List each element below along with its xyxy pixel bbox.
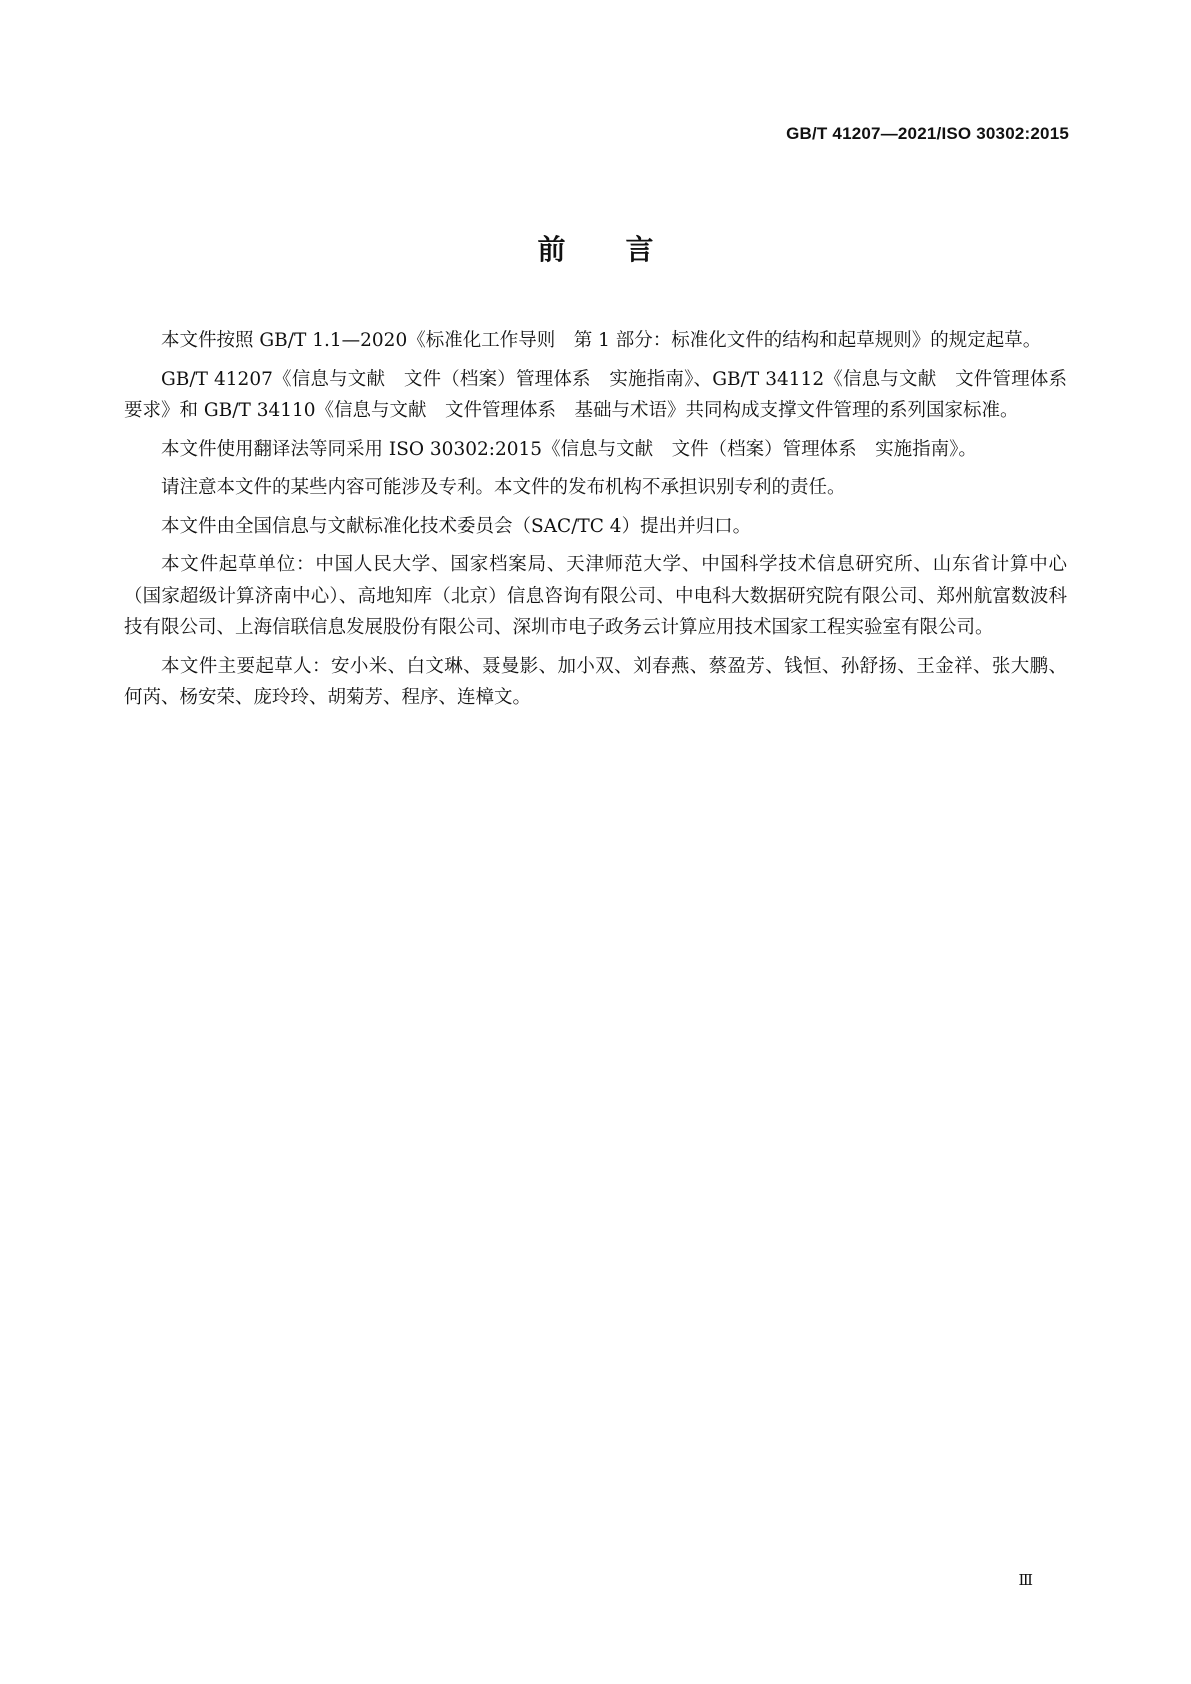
paragraph-drafting-rules: 本文件按照 GB/T 1.1—2020《标准化工作导则 第 1 部分：标准化文件的结构和起草规则》的规定起草。: [161, 330, 1042, 351]
page-title: [0, 228, 1191, 268]
foreword-body: [124, 325, 1086, 721]
title-char-2: 言: [625, 233, 654, 266]
paragraph-drafting-units: 本文件起草单位：中国人民大学、国家档案局、天津师范大学、中国科学技术信息研究所、山东省计算中心（国家超级计算济南中心）、高地知库（北京）信息咨询有限公司、中电科大数据研究院有限公司、郑州航富数波科技有限公司、上海信联信息发展股份有限公司、深圳市电子政务云计算应用技术国家工程实验室有限公司。: [124, 554, 1067, 638]
page-number: Ⅲ: [1018, 1571, 1033, 1589]
paragraph-patent-notice: 请注意本文件的某些内容可能涉及专利。本文件的发布机构不承担识别专利的责任。: [161, 477, 846, 498]
paragraph-adoption: 本文件使用翻译法等同采用 ISO 30302:2015《信息与文献 文件（档案）管理体系 实施指南》。: [161, 438, 977, 460]
standard-code: GB/T 41207—2021/ISO 30302:2015: [786, 124, 1069, 143]
paragraph-drafters: 本文件主要起草人：安小米、白文琳、聂曼影、加小双、刘春燕、蔡盈芳、钱恒、孙舒扬、王金祥、张大鹏、何芮、杨安荣、庞玲玲、胡菊芳、程序、连樟文。: [124, 655, 1067, 708]
paragraph-committee: 本文件由全国信息与文献标准化技术委员会（SAC/TC 4）提出并归口。: [161, 515, 752, 537]
paragraph-series-standards: GB/T 41207《信息与文献 文件（档案）管理体系 实施指南》、GB/T 34112《信息与文献 文件管理体系 要求》和 GB/T 34110《信息与文献 文件管理体系 基础与术语》共同构成支撑文件管理的系列国家标准。: [124, 368, 1086, 421]
title-char-1: 前: [537, 233, 566, 266]
